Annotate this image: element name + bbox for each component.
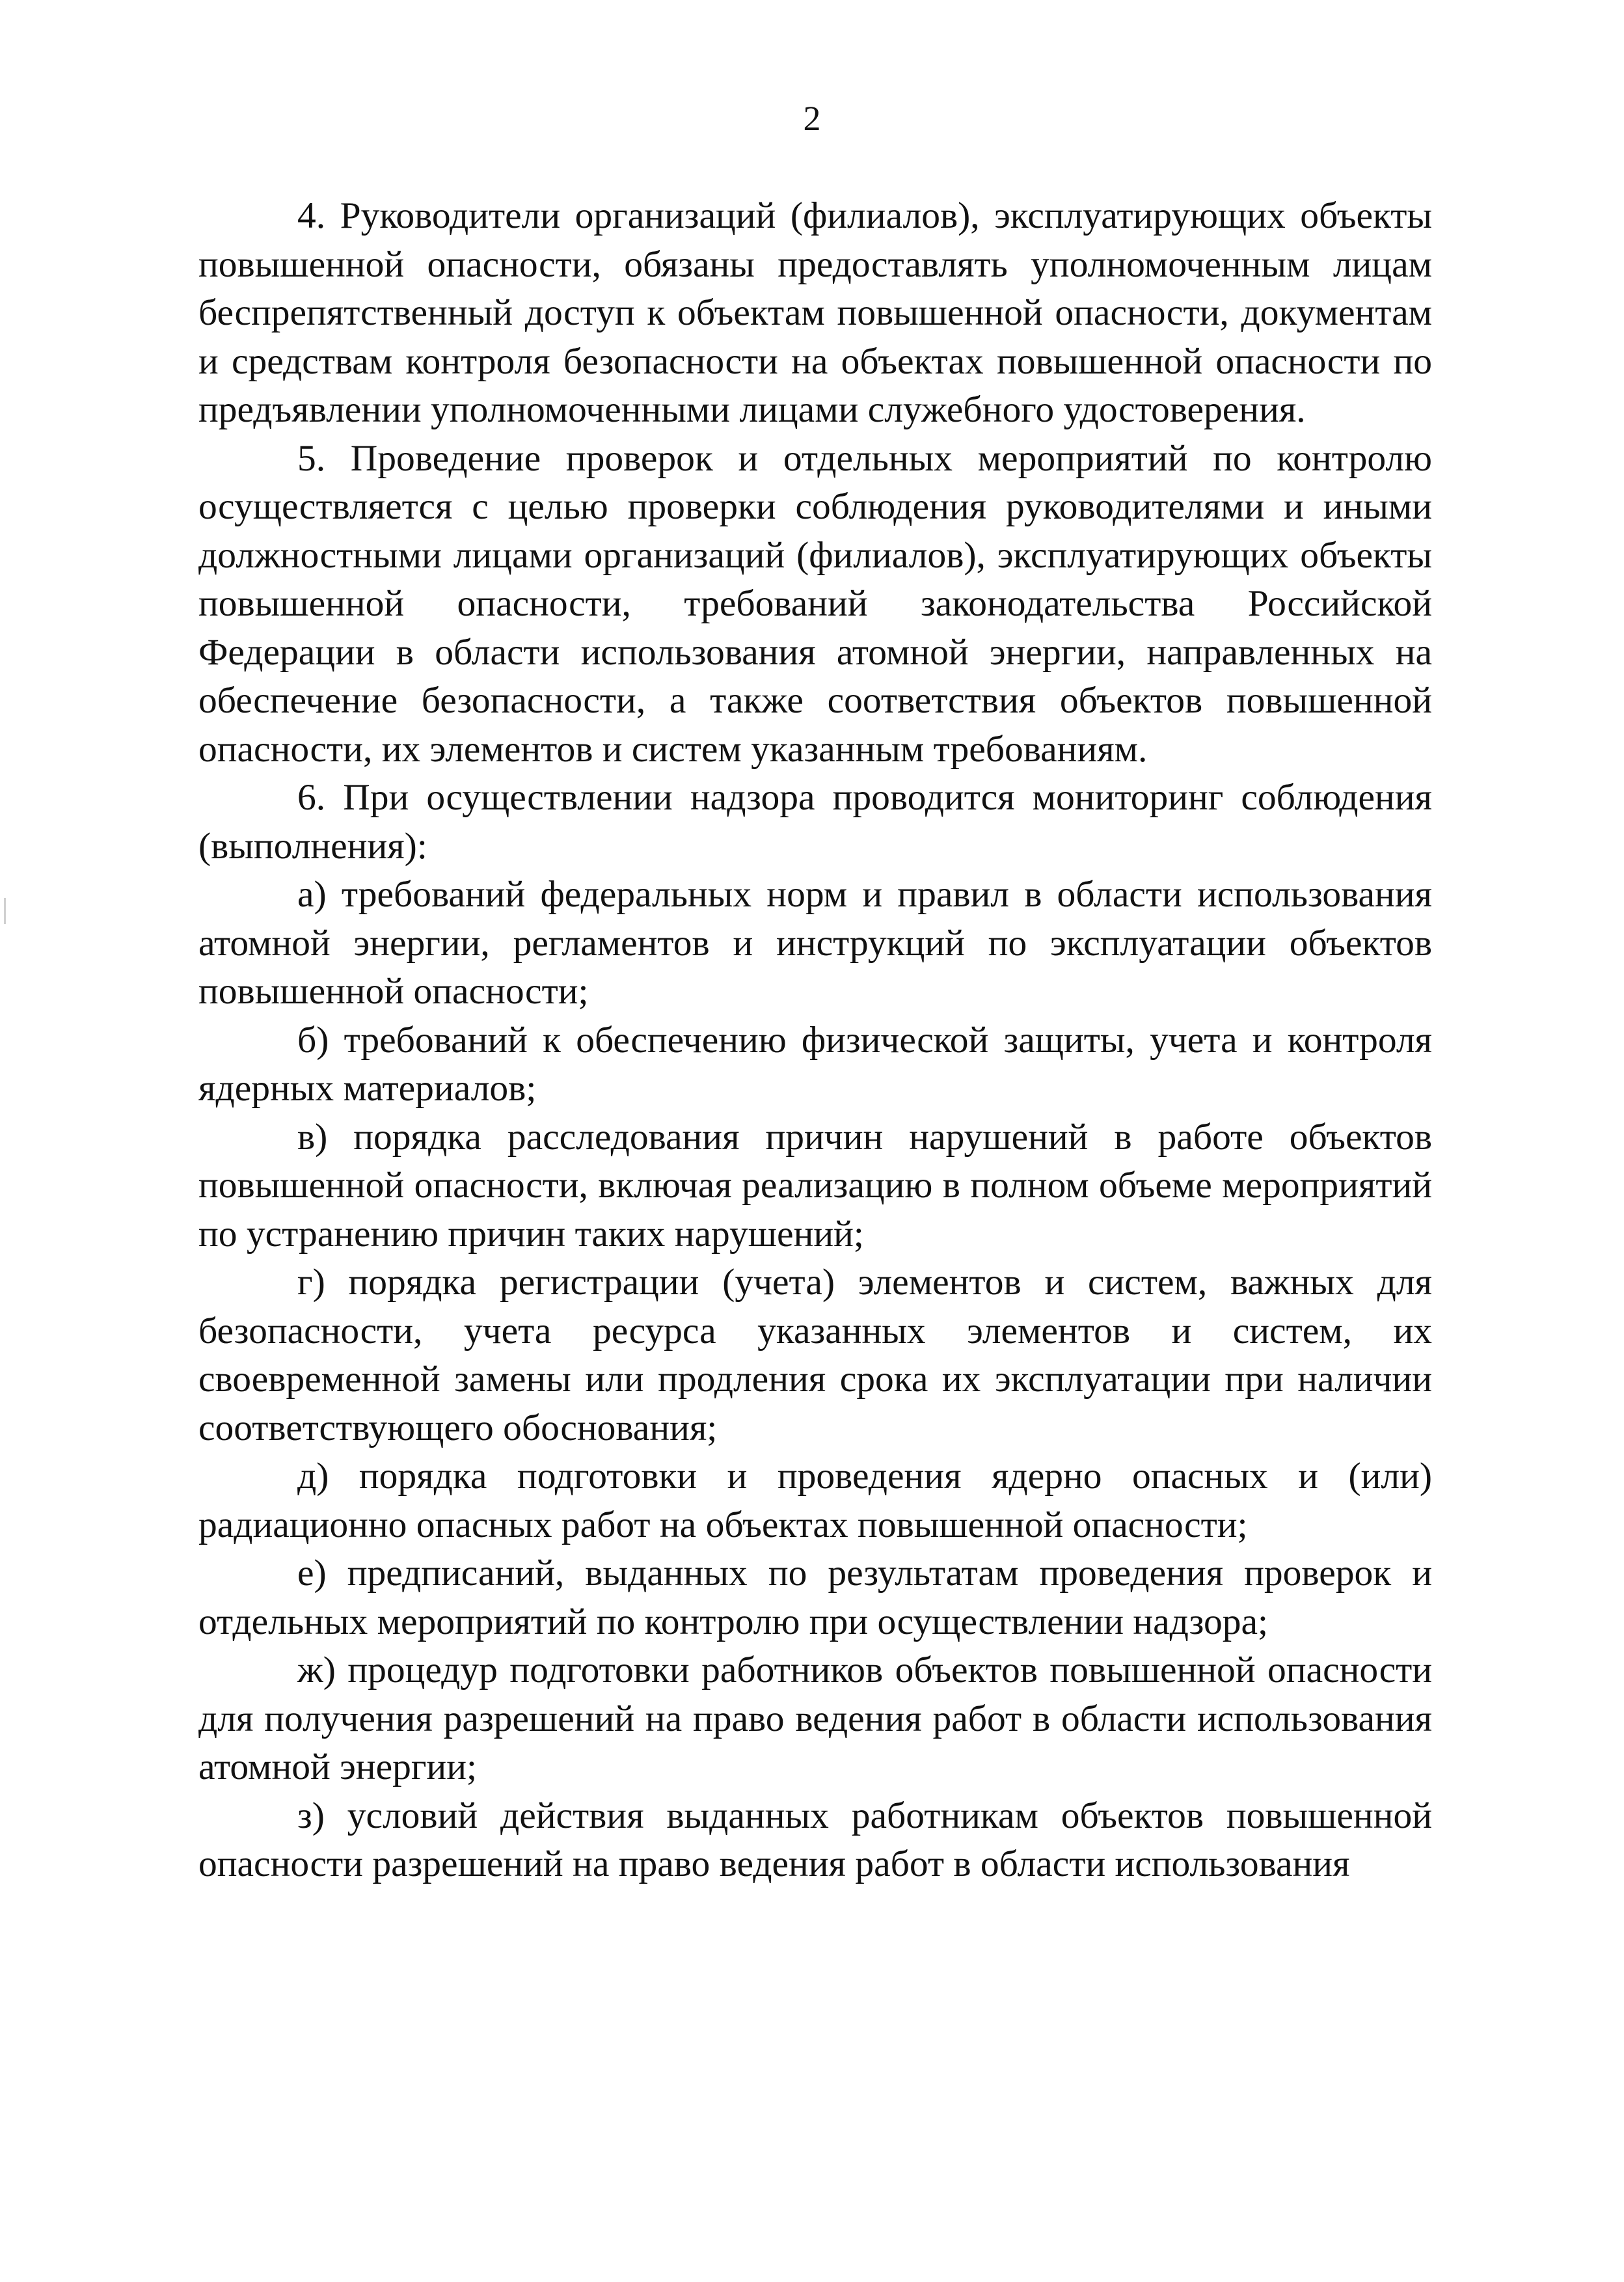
item-b: б) требований к обеспечению физической защиты, учета и контроля ядерных материалов; — [198, 1019, 1432, 1109]
page-number: 2 — [803, 99, 821, 138]
item-zh: ж) процедур подготовки работников объектов повышенной опасности для получения разрешений на право ведения работ в области использования атомной энергии; — [198, 1650, 1432, 1787]
paragraph-6: 6. При осуществлении надзора проводится мониторинг соблюдения (выполнения): — [198, 777, 1432, 867]
paragraph-5: 5. Проведение проверок и отдельных мероприятий по контролю осуществляется с целью проверки соблюдения руководителями и иными должностными лицами организаций (филиалов), эксплуатирующих объекты повышенной опасности, требований законодательства Российской Федерации в области использования атомной энергии, направленных на обеспечение безопасности, а также соответствия объектов повышенной опасности, их элементов и систем указанным требованиям. — [198, 437, 1432, 770]
item-d: д) порядка подготовки и проведения ядерно опасных и (или) радиационно опасных работ на объектах повышенной опасности; — [198, 1456, 1432, 1545]
item-a: а) требований федеральных норм и правил в области использования атомной энергии, регламентов и инструкций по эксплуатации объектов повышенной опасности; — [198, 874, 1432, 1012]
document-body — [198, 192, 1432, 1889]
item-v: в) порядка расследования причин нарушений в работе объектов повышенной опасности, включая реализацию в полном объеме мероприятий по устранению причин таких нарушений; — [198, 1116, 1432, 1255]
scan-edge-mark — [4, 898, 6, 924]
item-g: г) порядка регистрации (учета) элементов и систем, важных для безопасности, учета ресурса указанных элементов и систем, их своевременной замены или продления срока их эксплуатации при наличии соответствующего обоснования; — [198, 1262, 1432, 1448]
paragraph-4: 4. Руководители организаций (филиалов), эксплуатирующих объекты повышенной опасности, обязаны предоставлять уполномоченным лицам беспрепятственный доступ к объектам повышенной опасности, документам и средствам контроля безопасности на объектах повышенной опасности по предъявлении уполномоченными лицами служебного удостоверения. — [198, 195, 1432, 430]
item-z: з) условий действия выданных работникам объектов повышенной опасности разрешений на право ведения работ в области использования — [198, 1795, 1432, 1884]
item-e: е) предписаний, выданных по результатам проведения проверок и отдельных мероприятий по контролю при осуществлении надзора; — [198, 1553, 1432, 1642]
